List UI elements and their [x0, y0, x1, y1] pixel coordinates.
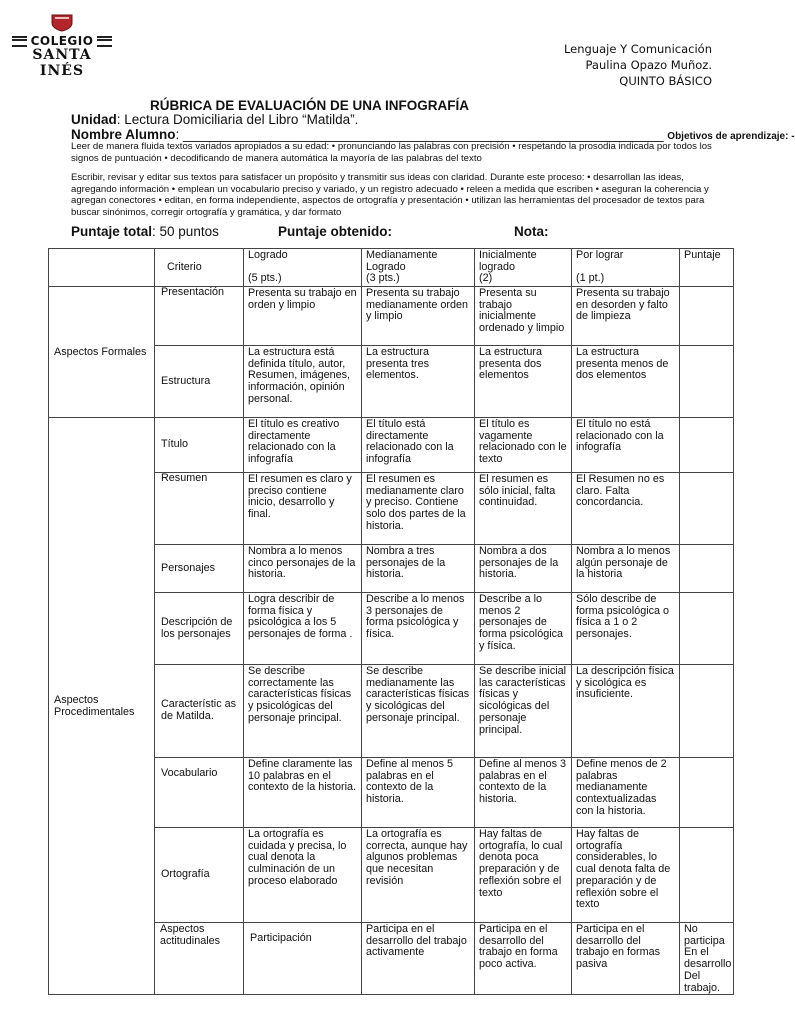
grade-level: QUINTO BÁSICO	[619, 74, 712, 88]
logo-text-santa-ines: SANTA INÉS	[32, 47, 92, 79]
teacher-name: Paulina Opazo Muñoz.	[585, 58, 712, 72]
level-por-lograr-cell: El título no está relacionado con la infografía	[572, 418, 680, 473]
level-logrado-cell: Participa en el desarrollo del trabajo activamente	[362, 923, 475, 995]
level-inicialmente-cell: Participa en el desarrollo del trabajo en formas pasiva	[572, 923, 680, 995]
level-logrado-cell: El resumen es claro y preciso contiene inicio, desarrollo y final.	[244, 473, 362, 545]
level-inicialmente-cell: Presenta su trabajo inicialmente ordenado y limpio	[475, 287, 572, 346]
level-logrado-cell: Se describe correctamente las características físicas y psicológicas del personaje principal.	[244, 665, 362, 758]
criterion-cell: Presentación	[155, 287, 244, 346]
header-logrado: Logrado (5 pts.)	[244, 249, 362, 287]
score-cell[interactable]	[680, 593, 734, 665]
obtained-score-label: Puntaje obtenido:	[278, 224, 392, 239]
level-inicialmente-cell: El título es vagamente relacionado con le texto	[475, 418, 572, 473]
level-medianamente-cell: Describe a lo menos 3 personajes de forma psicológica y física.	[362, 593, 475, 665]
level-inicialmente-cell: El resumen es sólo inicial, falta continuidad.	[475, 473, 572, 545]
criterion-cell: Resumen	[155, 473, 244, 545]
level-inicialmente-cell: Se describe inicial las características físicas y sicológicas del personaje principal.	[475, 665, 572, 758]
level-inicialmente-cell: Define al menos 3 palabras en el contexto de la historia.	[475, 758, 572, 828]
student-name-line: Nombre Alumno: ________________________________________________________________ Objetivos de aprendizaje: -	[71, 127, 795, 142]
criterion-cell: Personajes	[155, 545, 244, 593]
level-por-lograr-cell: El Resumen no es claro. Falta concordancia.	[572, 473, 680, 545]
header-info	[564, 41, 712, 89]
student-name-label: Nombre Alumno	[71, 127, 176, 142]
level-por-lograr-cell: Presenta su trabajo en desorden y falto de limpieza	[572, 287, 680, 346]
level-logrado-cell: El título es creativo directamente relacionado con la infografía	[244, 418, 362, 473]
level-medianamente-cell: El título está directamente relacionado con la infografía	[362, 418, 475, 473]
level-logrado-cell: Presenta su trabajo en orden y limpio	[244, 287, 362, 346]
header-empty-cell	[49, 249, 155, 287]
document-title: RÚBRICA DE EVALUACIÓN DE UNA INFOGRAFÍA	[150, 98, 469, 113]
total-score: Puntaje total: 50 puntos	[71, 224, 219, 239]
group-aspectos-actitudinales: Aspectos actitudinales	[155, 923, 244, 995]
level-por-lograr-cell: No participa En el desarrollo Del trabajo.	[680, 923, 734, 995]
unit-value: Lectura Domiciliaria del Libro “Matilda”.	[124, 112, 359, 127]
table-header-row	[49, 249, 734, 287]
level-logrado-cell: Define claramente las 10 palabras en el contexto de la historia.	[244, 758, 362, 828]
school-logo	[12, 14, 112, 79]
level-medianamente-cell: La ortografía es correcta, aunque hay algunos problemas que necesitan revisión	[362, 828, 475, 923]
logo-right-bars	[97, 36, 112, 47]
level-logrado-cell: La ortografía es cuidada y precisa, lo cual denota la culminación de un proceso elaborado	[244, 828, 362, 923]
header-medianamente: Medianamente Logrado (3 pts.)	[362, 249, 475, 287]
level-medianamente-cell: Define al menos 5 palabras en el contexto de la historia.	[362, 758, 475, 828]
score-cell[interactable]	[680, 665, 734, 758]
level-logrado-cell: Nombra a lo menos cinco personajes de la historia.	[244, 545, 362, 593]
level-por-lograr-cell: Define menos de 2 palabras medianamente contextualizadas con la historia.	[572, 758, 680, 828]
grade-label: Nota:	[514, 224, 549, 239]
objectives-label: Objetivos de aprendizaje: -	[667, 131, 795, 142]
rubric-table	[48, 248, 734, 995]
criterion-cell: Característic as de Matilda.	[155, 665, 244, 758]
table-row	[49, 287, 734, 346]
criterion-cell: Participación	[244, 923, 362, 995]
score-cell[interactable]	[680, 418, 734, 473]
criterion-cell: Ortografía	[155, 828, 244, 923]
score-cell[interactable]	[680, 545, 734, 593]
criterion-cell: Descripción de los personajes	[155, 593, 244, 665]
header-por-lograr: Por lograr (1 pt.)	[572, 249, 680, 287]
level-logrado-cell: La estructura está definida título, autor, Resumen, imágenes, información, opinión personal.	[244, 346, 362, 418]
student-name-field[interactable]: ________________________________________________________________	[183, 127, 664, 142]
objectives-reading: Leer de manera fluida textos variados apropiados a su edad: • pronunciando las palabras con precisión • respetando la prosodia indicada por todos los signos de puntuación • decodificando de manera automática la mayoría de las palabras del texto	[71, 141, 712, 164]
criterion-cell: Vocabulario	[155, 758, 244, 828]
score-cell[interactable]	[680, 828, 734, 923]
level-por-lograr-cell: Sólo describe de forma psicológica o física a 1 o 2 personajes.	[572, 593, 680, 665]
level-por-lograr-cell: La descripción física y sicológica es insuficiente.	[572, 665, 680, 758]
level-medianamente-cell: Nombra a tres personajes de la historia.	[362, 545, 475, 593]
objectives-writing: Escribir, revisar y editar sus textos para satisfacer un propósito y transmitir sus ideas con claridad. Durante este proceso: • desarrollan las ideas, agregando información • emplean un vocabulario preciso y variado, y un registro adecuado • releen a medida que escriben • aseguran la coherencia y agregan conectores • editan, en forma independiente, aspectos de ortografía y presentación • utilizan las herramientas del procesador de textos para buscar sinónimos, corregir ortografía y gramática, y dar formato	[71, 172, 709, 218]
school-shield-icon	[51, 14, 73, 32]
total-score-value: 50 puntos	[159, 224, 219, 239]
logo-left-bars	[12, 36, 27, 47]
group-aspectos-procedimentales: Aspectos Procedimentales	[49, 418, 155, 995]
header-inicialmente: Inicialmente logrado (2)	[475, 249, 572, 287]
criterion-cell: Estructura	[155, 346, 244, 418]
level-inicialmente-cell: Hay faltas de ortografía, lo cual denota poca preparación y de reflexión sobre el texto	[475, 828, 572, 923]
level-inicialmente-cell: La estructura presenta dos elementos	[475, 346, 572, 418]
criterion-cell: Título	[155, 418, 244, 473]
level-por-lograr-cell: Nombra a lo menos algún personaje de la historia	[572, 545, 680, 593]
level-inicialmente-cell: Describe a lo menos 2 personajes de forma psicológica y física.	[475, 593, 572, 665]
subject-name: Lenguaje Y Comunicación	[563, 42, 712, 56]
unit-line: Unidad: Lectura Domiciliaria del Libro “Matilda”.	[71, 112, 359, 127]
level-logrado-cell: Logra describir de forma física y psicológica a los 5 personajes de forma .	[244, 593, 362, 665]
level-medianamente-cell: El resumen es medianamente claro y preciso. Contiene solo dos partes de la historia.	[362, 473, 475, 545]
level-por-lograr-cell: Hay faltas de ortografía considerables, lo cual denota falta de preparación y de reflexión sobre el texto	[572, 828, 680, 923]
logo-text-colegio: COLEGIO	[30, 34, 94, 48]
level-medianamente-cell: Se describe medianamente las características físicas y sicológicas del personaje principal.	[362, 665, 475, 758]
level-medianamente-cell: La estructura presenta tres elementos.	[362, 346, 475, 418]
level-medianamente-cell: Participa en el desarrollo del trabajo en forma poco activa.	[475, 923, 572, 995]
score-cell[interactable]	[680, 473, 734, 545]
score-cell[interactable]	[680, 287, 734, 346]
level-inicialmente-cell: Nombra a dos personajes de la historia.	[475, 545, 572, 593]
header-puntaje: Puntaje	[680, 249, 734, 287]
group-aspectos-formales: Aspectos Formales	[49, 287, 155, 418]
table-row	[49, 418, 734, 473]
score-cell[interactable]	[680, 346, 734, 418]
level-medianamente-cell: Presenta su trabajo medianamente orden y limpio	[362, 287, 475, 346]
score-cell[interactable]	[680, 758, 734, 828]
unit-label: Unidad	[71, 112, 117, 127]
level-por-lograr-cell: La estructura presenta menos de dos elementos	[572, 346, 680, 418]
header-criterio: Criterio	[155, 249, 244, 287]
total-score-label: Puntaje total	[71, 224, 153, 239]
